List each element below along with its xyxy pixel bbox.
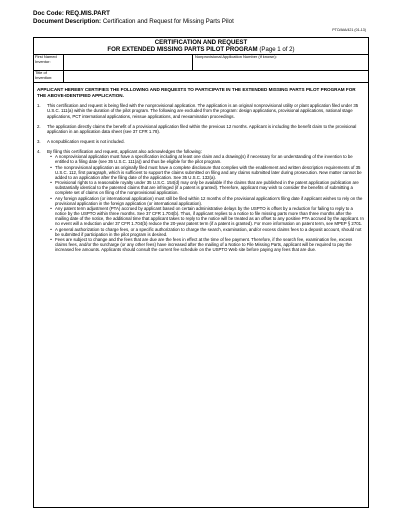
document-header xyxy=(33,10,234,25)
title-line-2-text: FOR EXTENDED MISSING PARTS PILOT PROGRAM xyxy=(107,46,258,54)
bullet-item xyxy=(47,180,365,195)
item-text-body: By filing this certification and request, applicant also acknowledges the following: xyxy=(47,149,202,155)
bullet-item xyxy=(47,165,365,180)
item-number: 1. xyxy=(37,103,41,109)
bullet-icon: • xyxy=(50,226,52,232)
numbered-item xyxy=(37,139,365,144)
page-indicator: (Page 1 of 2) xyxy=(259,46,295,54)
bullet-item xyxy=(47,196,365,206)
bullet-text: The nonprovisional application as originally filed must have a complete disclosure that complies with the enablement and written description requirements of 35 U.S.C. 112, first paragraph, which is sufficient to support the claims submitted on filing and any claims submitted later during prosecution. New matter cannot be added to an application after the filing date of the application. See 35 U.S.C. 132(a). xyxy=(55,164,362,180)
doc-description xyxy=(33,18,234,26)
bullet-text: Any foreign application (or international application) must still be filed within 12 months of the provisional application's filing date if applicant wishes to rely on the provisional application in the foreign application (or international application). xyxy=(55,195,363,206)
title-row xyxy=(34,71,368,83)
item-text xyxy=(47,149,365,252)
form-id: PTO/AIA/421 (01-13) xyxy=(332,28,366,32)
bullet-icon: • xyxy=(50,180,52,186)
form-box xyxy=(33,37,369,508)
bullet-text: Fees are subject to change and the fees that are due are the fees in effect at the time of fee payment. Therefore, if the search fee, examination fee, excess claims fees, and/or the surcharge (or any other fees) have increased after the mailing of a Notice to File Missing Parts, applicant will be required to pay the increased fee amounts. Applicants should consult the current fee schedule on the USPTO Web site before paying any fees that are due. xyxy=(55,236,353,253)
item-text xyxy=(47,103,365,118)
item-text xyxy=(47,139,365,144)
numbered-items xyxy=(37,103,365,252)
bullet-icon: • xyxy=(50,236,52,242)
form-content xyxy=(34,83,368,507)
title-line-1: CERTIFICATION AND REQUEST xyxy=(154,39,248,46)
application-number-label[interactable]: Nonprovisional Application Number (if known): xyxy=(195,54,277,60)
bullet-item xyxy=(47,237,365,252)
bullet-text: Provisional rights to a reasonable royalty under 35 U.S.C. 154(d) may only be available if the claims that are published in the patent application publication are substantially identical to the patented claims that are infringed (if a patent is granted). Therefore, applicant may wish to consider the benefits of submitting a complete set of claims on filing of the nonprovisional application. xyxy=(55,180,359,196)
numbered-item xyxy=(37,103,365,118)
bullet-text: A nonprovisional application must have a specification including at least one claim and a drawing(s) if necessary for an understanding of the invention to be entitled to a filing date (see 35 U.S.C. 111(a)) and thus be eligible for the pilot program. xyxy=(55,154,353,165)
bullet-icon: • xyxy=(50,195,52,201)
bullet-text: Any patent term adjustment (PTA) accrued by applicant based on certain administrative delays by the USPTO is offset by a reduction for failing to reply to a notice by the USPTO within three months. See 37 CFR 1.704(b). Thus, if applicant replies to a notice to file missing parts more than three months after the mailing date of the notice, the additional time that applicant takes to reply to the notice will be treated as an offset to any positive PTA accrued by the applicant. In no event will a reduction under 37 CFR 1.704(b) reduce the 20-year patent term (if a patent is granted). For more information on patent term, see MPEP § 2701. xyxy=(55,205,364,227)
item-text xyxy=(47,124,365,134)
first-named-inventor-field[interactable] xyxy=(64,55,193,70)
item-number: 2. xyxy=(37,123,41,129)
first-named-inventor-label: First Named Inventor: xyxy=(34,55,64,70)
bullet-text: A general authorization to charge fees, or a specific authorization to charge the search, examination, and/or excess claims fees to a deposit account, should not be submitted if participation in the pilot program is desired. xyxy=(55,226,362,237)
inventor-row xyxy=(34,55,368,71)
bullet-item xyxy=(47,206,365,227)
numbered-item xyxy=(37,149,365,252)
bullet-icon: • xyxy=(50,154,52,160)
item-number: 4. xyxy=(37,149,41,155)
item-text-body: This certification and request is being filed with the nonprovisional application. The application is an original nonprovisional utility or plant application filed under 35 U.S.C. 111(a) within the duration of the pilot program. The following are excluded from the program: design applications, provisional applications, national stage applications, PCT international applications, reissue applications, and reexamination proceedings. xyxy=(47,103,359,119)
bullet-icon: • xyxy=(50,205,52,211)
bullet-item xyxy=(47,227,365,237)
form-title xyxy=(34,38,368,55)
numbered-item xyxy=(37,124,365,134)
bullet-icon: • xyxy=(50,164,52,170)
title-of-invention-field[interactable] xyxy=(64,71,368,82)
certification-intro: APPLICANT HEREBY CERTIFIES THE FOLLOWING AND REQUESTS TO PARTICIPATE IN THE EXTENDED MISSING PARTS PILOT PROGRAM FOR THE ABOVE-IDENTIFIED APPLICATION. xyxy=(37,87,356,98)
doc-description-label: Document Description: xyxy=(33,17,102,25)
item-text-body: The application directly claims the benefit of a provisional application filed within the previous 12 months. Applicant is including the benefit claim to the provisional application in an application data sheet (see 37 CFR 1.78). xyxy=(47,123,357,134)
doc-code: Doc Code: REQ.MIS.PART xyxy=(33,10,110,17)
title-of-invention-label: Title of Invention: xyxy=(34,71,64,82)
item-text-body: A nonpublication request is not included. xyxy=(47,139,125,144)
item-number: 3. xyxy=(37,139,41,144)
doc-description-text: Certification and Request for Missing Parts Pilot xyxy=(102,17,234,25)
bullet-item xyxy=(47,154,365,164)
title-line-2 xyxy=(34,46,368,53)
